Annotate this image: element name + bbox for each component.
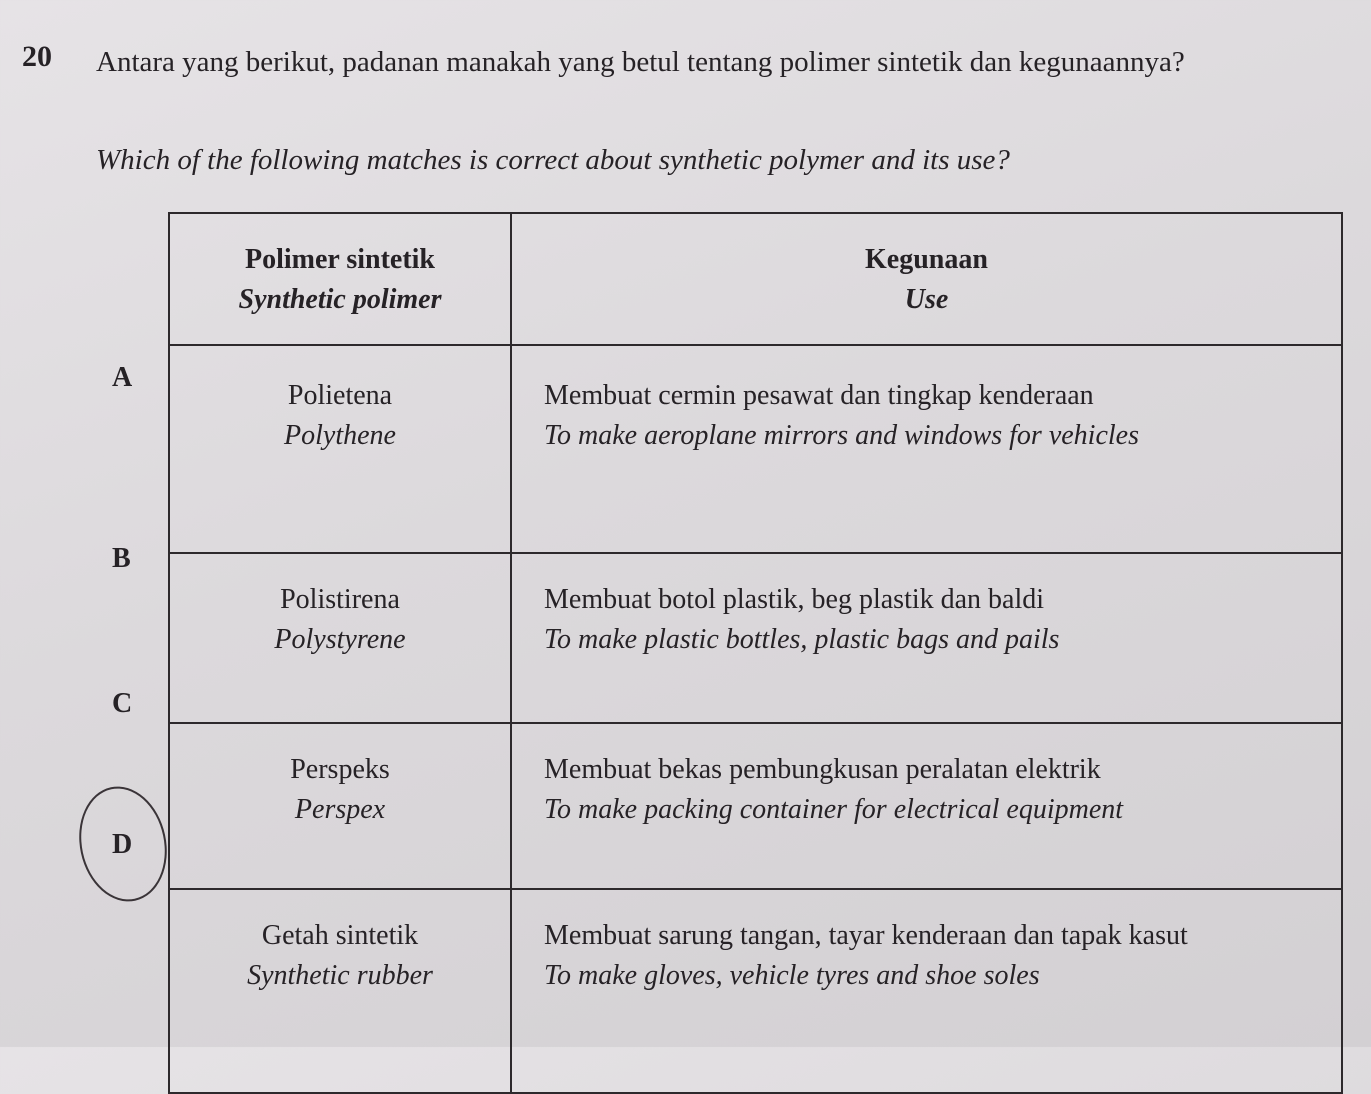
table-row [169, 723, 1342, 889]
use-malay: Membuat botol plastik, beg plastik dan baldi [544, 584, 1045, 615]
header-use-english: Use [904, 284, 949, 315]
polymer-english: Polystyrene [274, 624, 406, 655]
polymer-cell [169, 723, 511, 889]
polymer-malay: Polistirena [280, 584, 400, 615]
question-number: 20 [22, 40, 52, 73]
polymer-english: Synthetic rubber [247, 960, 433, 991]
header-synthetic-polymer [169, 213, 511, 345]
header-polymer-english: Synthetic polimer [238, 284, 442, 315]
polymer-english: Perspex [294, 794, 386, 825]
table-row [169, 889, 1342, 1093]
table-header-row [169, 213, 1342, 345]
use-malay: Membuat cermin pesawat dan tingkap kenderaan [544, 380, 1094, 411]
header-polymer-malay: Polimer sintetik [244, 244, 435, 275]
option-letter-c[interactable]: C [112, 688, 133, 719]
option-letter-d[interactable]: D [112, 829, 133, 860]
use-english: To make plastic bottles, plastic bags and pails [544, 624, 1060, 655]
use-english: To make packing container for electrical equipment [544, 794, 1124, 825]
use-cell [511, 889, 1342, 1093]
polymer-malay: Getah sintetik [261, 920, 419, 951]
use-cell [511, 553, 1342, 723]
option-letter-b[interactable]: B [112, 543, 131, 574]
use-english: To make aeroplane mirrors and windows for vehicles [544, 420, 1139, 451]
table-row [169, 553, 1342, 723]
use-malay: Membuat sarung tangan, tayar kenderaan dan tapak kasut [544, 920, 1188, 951]
header-use-malay: Kegunaan [865, 244, 988, 275]
polymer-use-table [168, 212, 1343, 1094]
question-text-malay: Antara yang berikut, padanan manakah yang betul tentang polimer sintetik dan kegunaannya? [96, 46, 1185, 78]
use-malay: Membuat bekas pembungkusan peralatan elektrik [544, 754, 1101, 785]
table-row [169, 345, 1342, 553]
header-use [511, 213, 1342, 345]
use-cell [511, 345, 1342, 553]
polymer-english: Polythene [284, 420, 396, 451]
use-english: To make gloves, vehicle tyres and shoe soles [544, 960, 1040, 991]
question-text-english: Which of the following matches is correct about synthetic polymer and its use? [96, 144, 1010, 176]
polymer-cell [169, 553, 511, 723]
polymer-cell [169, 889, 511, 1093]
polymer-malay: Polietena [287, 380, 393, 411]
use-cell [511, 723, 1342, 889]
polymer-cell [169, 345, 511, 553]
polymer-malay: Perspeks [290, 754, 390, 785]
handwritten-answer-circle [69, 778, 177, 909]
option-letter-a[interactable]: A [112, 362, 133, 393]
